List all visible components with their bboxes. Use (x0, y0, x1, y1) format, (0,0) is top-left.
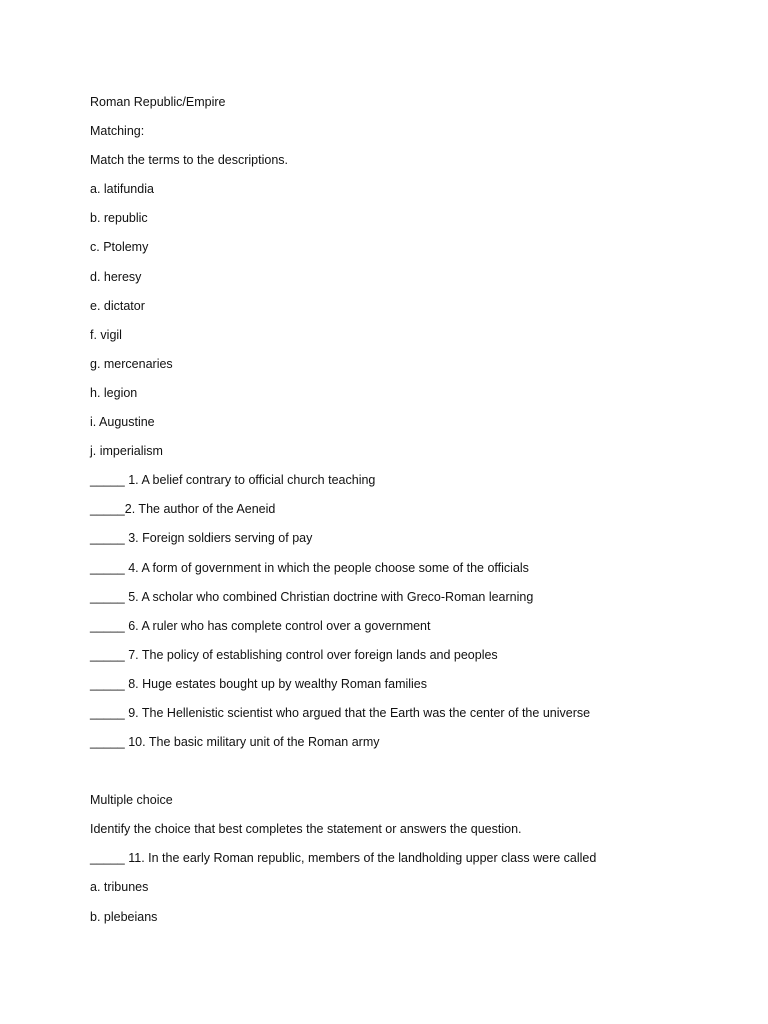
answer-option: b. plebeians (90, 909, 158, 924)
answer-option: a. tribunes (90, 880, 149, 895)
matching-question: _____ 8. Huge estates bought up by wealthy Roman families (90, 676, 428, 691)
term-item: d. heresy (90, 269, 142, 284)
matching-question: _____ 6. A ruler who has complete control over a government (90, 618, 431, 633)
matching-question: _____ 3. Foreign soldiers serving of pay (90, 531, 313, 546)
document-title: Roman Republic/Empire (90, 95, 226, 109)
multiple-choice-question: _____ 11. In the early Roman republic, members of the landholding upper class were called (90, 851, 597, 866)
matching-question: _____ 4. A form of government in which the people choose some of the officials (90, 560, 529, 575)
document-content (90, 93, 730, 937)
multiple-choice-heading: Multiple choice (90, 793, 173, 808)
matching-question: _____ 10. The basic military unit of the Roman army (90, 735, 380, 750)
term-item: h. legion (90, 385, 138, 400)
term-item: e. dictator (90, 298, 145, 313)
term-item: f. vigil (90, 327, 122, 342)
term-item: c. Ptolemy (90, 240, 149, 255)
matching-heading: Matching: (90, 124, 145, 139)
term-item: j. imperialism (90, 444, 163, 459)
matching-question: _____ 7. The policy of establishing control over foreign lands and peoples (90, 647, 498, 662)
matching-instruction: Match the terms to the descriptions. (90, 153, 289, 168)
section-spacer (90, 762, 730, 791)
matching-question: _____ 1. A belief contrary to official church teaching (90, 473, 376, 488)
term-item: g. mercenaries (90, 356, 173, 371)
term-item: b. republic (90, 211, 148, 226)
matching-question: _____ 9. The Hellenistic scientist who argued that the Earth was the center of the universe (90, 705, 591, 720)
matching-question: _____ 5. A scholar who combined Christian doctrine with Greco-Roman learning (90, 589, 534, 604)
multiple-choice-instruction: Identify the choice that best completes the statement or answers the question. (90, 822, 522, 837)
term-item: i. Augustine (90, 415, 155, 430)
matching-question: _____2. The author of the Aeneid (90, 502, 276, 517)
term-item: a. latifundia (90, 182, 154, 197)
